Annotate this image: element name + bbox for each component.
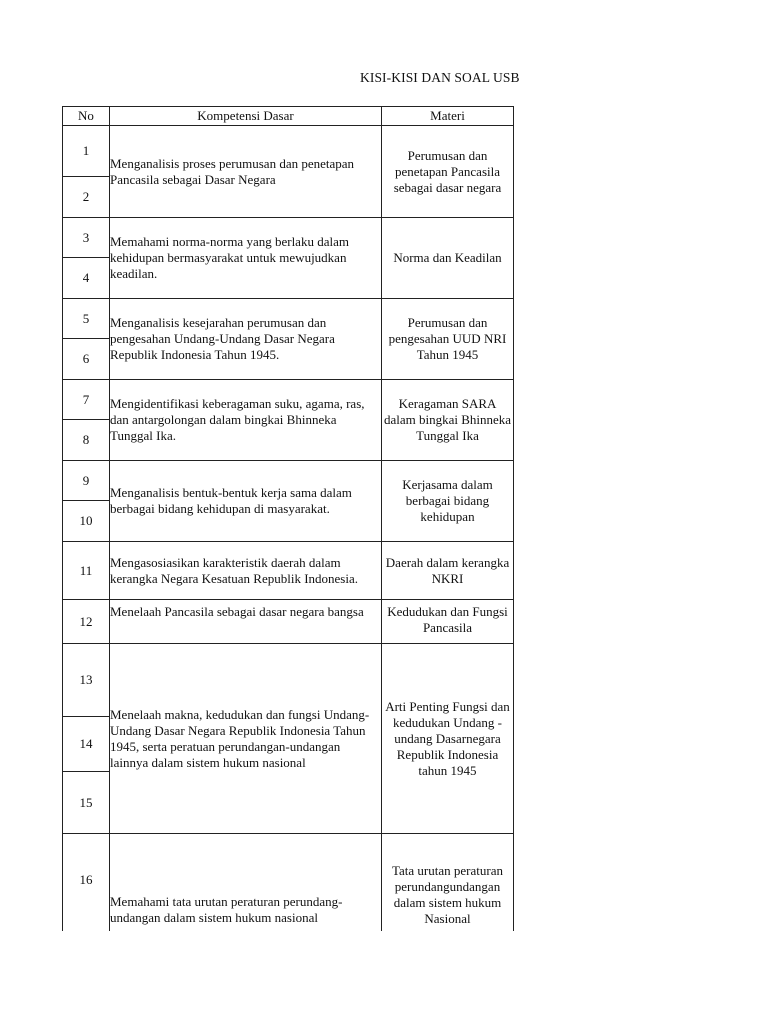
header-no: No	[63, 107, 110, 126]
table-row	[63, 461, 514, 501]
materi-cell: Daerah dalam kerangka NKRI	[382, 542, 514, 600]
row-number: 7	[63, 380, 110, 420]
materi-cell: Perumusan dan pengesahan UUD NRI Tahun 1945	[382, 299, 514, 380]
row-number: 13	[63, 644, 110, 717]
table-header-row	[63, 107, 514, 126]
kompetensi-cell: Menganalisis bentuk-bentuk kerja sama dalam berbagai bidang kehidupan di masyarakat.	[110, 461, 382, 542]
table-row	[63, 126, 514, 177]
row-number: 10	[63, 501, 110, 542]
document-title: KISI-KISI DAN SOAL USB	[360, 70, 520, 85]
row-number: 8	[63, 420, 110, 461]
materi-cell: Tata urutan peraturan perundangundangan dalam sistem hukum Nasional	[382, 834, 514, 944]
row-number: 11	[63, 542, 110, 600]
header-kompetensi: Kompetensi Dasar	[110, 107, 382, 126]
materi-cell: Kerjasama dalam berbagai bidang kehidupan	[382, 461, 514, 542]
materi-cell: Norma dan Keadilan	[382, 218, 514, 299]
kompetensi-cell: Menelaah makna, kedudukan dan fungsi Undang-Undang Dasar Negara Republik Indonesia Tahun 1945, serta peratuan perundangan-undangan lainnya dalam sistem hukum nasional	[110, 644, 382, 834]
kompetensi-cell: Mengasosiasikan karakteristik daerah dalam kerangka Negara Kesatuan Republik Indonesia.	[110, 542, 382, 600]
row-number: 12	[63, 600, 110, 644]
kompetensi-cell: Menelaah Pancasila sebagai dasar negara bangsa	[110, 600, 382, 644]
table-row	[63, 218, 514, 258]
page-cutoff	[0, 931, 520, 1024]
table-row	[63, 644, 514, 717]
row-number: 4	[63, 258, 110, 299]
kompetensi-cell: Menganalisis kesejarahan perumusan dan pengesahan Undang-Undang Dasar Negara Republik Indonesia Tahun 1945.	[110, 299, 382, 380]
materi-cell: Keragaman SARA dalam bingkai Bhinneka Tunggal Ika	[382, 380, 514, 461]
row-number: 5	[63, 299, 110, 339]
kompetensi-cell: Memahami norma-norma yang berlaku dalam kehidupan bermasyarakat untuk mewujudkan keadilan.	[110, 218, 382, 299]
row-number: 15	[63, 772, 110, 834]
kompetensi-cell: Menganalisis proses perumusan dan penetapan Pancasila sebagai Dasar Negara	[110, 126, 382, 218]
materi-cell: Kedudukan dan Fungsi Pancasila	[382, 600, 514, 644]
table-row	[63, 380, 514, 420]
materi-cell: Arti Penting Fungsi dan kedudukan Undang - undang Dasarnegara Republik Indonesia tahun 1945	[382, 644, 514, 834]
table-row	[63, 600, 514, 644]
kompetensi-cell: Memahami tata urutan peraturan perundang-undangan dalam sistem hukum nasional	[110, 834, 382, 944]
row-number: 1	[63, 126, 110, 177]
row-number: 9	[63, 461, 110, 501]
row-number: 2	[63, 177, 110, 218]
header-materi: Materi	[382, 107, 514, 126]
table-row	[63, 834, 514, 944]
row-number: 3	[63, 218, 110, 258]
table-row	[63, 542, 514, 600]
row-number: 14	[63, 717, 110, 772]
kisi-table	[62, 106, 514, 944]
table-row	[63, 299, 514, 339]
row-number: 6	[63, 339, 110, 380]
row-number: 16	[63, 834, 110, 944]
kompetensi-cell: Mengidentifikasi keberagaman suku, agama, ras, dan antargolongan dalam bingkai Bhinneka Tunggal Ika.	[110, 380, 382, 461]
materi-cell: Perumusan dan penetapan Pancasila sebagai dasar negara	[382, 126, 514, 218]
